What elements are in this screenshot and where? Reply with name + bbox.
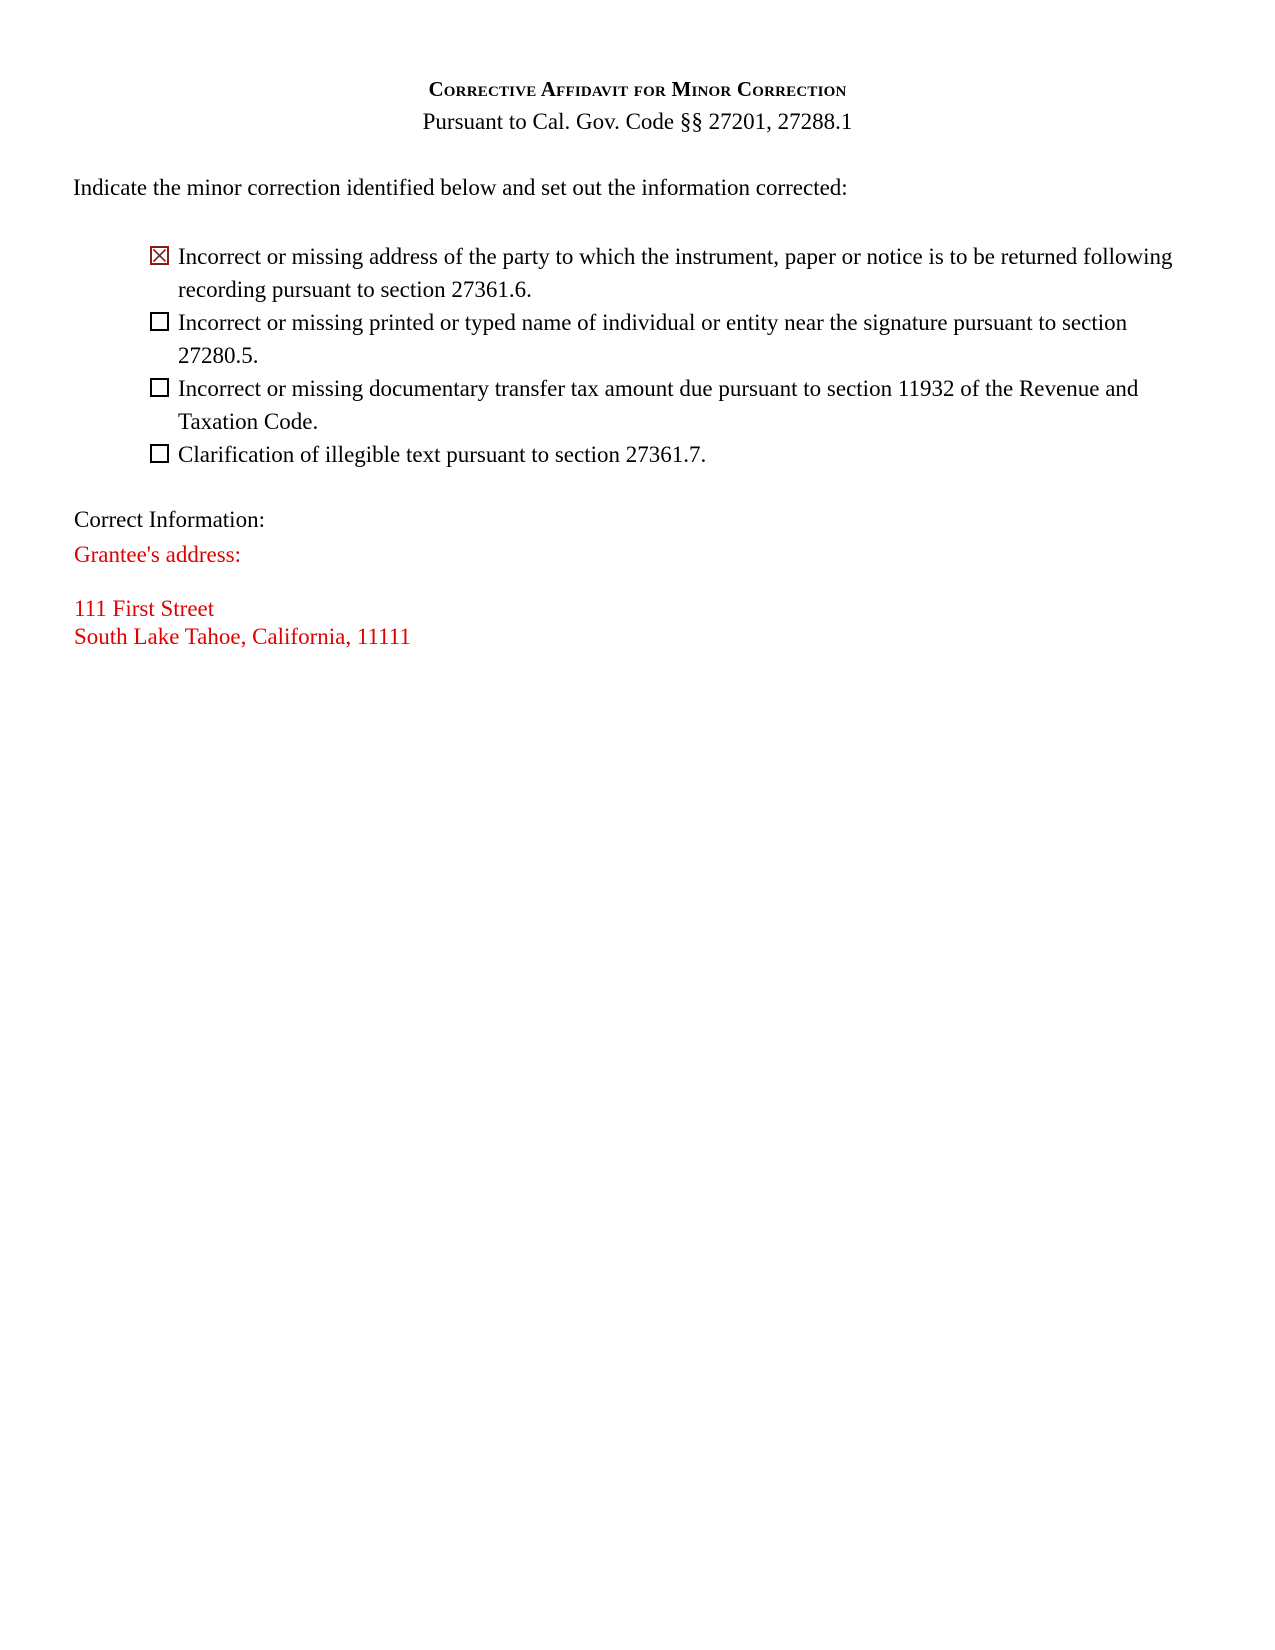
- checkbox-illegible-text[interactable]: [150, 444, 169, 463]
- option-label-transfer-tax: Incorrect or missing documentary transfer tax amount due pursuant to section 11932 of the Revenue and Taxation Code.: [178, 376, 1139, 434]
- address-line-2: South Lake Tahoe, California, 11111: [74, 624, 411, 649]
- option-label-printed-name: Incorrect or missing printed or typed name of individual or entity near the signature pursuant to section 27280.5.: [178, 310, 1128, 368]
- address-line-1: 111 First Street: [74, 596, 215, 621]
- checked-x-icon: [152, 248, 167, 263]
- correction-option-illegible-text: [150, 438, 1190, 471]
- correction-option-address: [150, 240, 1190, 306]
- spacer: [74, 569, 411, 595]
- document-subtitle: Pursuant to Cal. Gov. Code §§ 27201, 27288.1: [422, 109, 853, 134]
- checkbox-address[interactable]: [150, 246, 169, 265]
- correction-option-transfer-tax: [150, 372, 1190, 438]
- checkbox-printed-name[interactable]: [150, 312, 169, 331]
- correct-information-label: Correct Information:: [74, 507, 265, 532]
- instruction-text: Indicate the minor correction identified below and set out the information corrected:: [73, 175, 848, 200]
- option-label-address: Incorrect or missing address of the party to which the instrument, paper or notice is to be returned following recording pursuant to section 27361.6.: [178, 244, 1173, 302]
- grantee-address-heading: Grantee's address:: [74, 542, 241, 567]
- correction-option-printed-name: [150, 306, 1190, 372]
- checkbox-transfer-tax[interactable]: [150, 378, 169, 397]
- corrected-information-block: [74, 541, 411, 651]
- option-label-illegible-text: Clarification of illegible text pursuant to section 27361.7.: [178, 442, 707, 467]
- correction-options-list: [150, 240, 1190, 471]
- document-title: Corrective Affidavit for Minor Correction: [428, 77, 847, 101]
